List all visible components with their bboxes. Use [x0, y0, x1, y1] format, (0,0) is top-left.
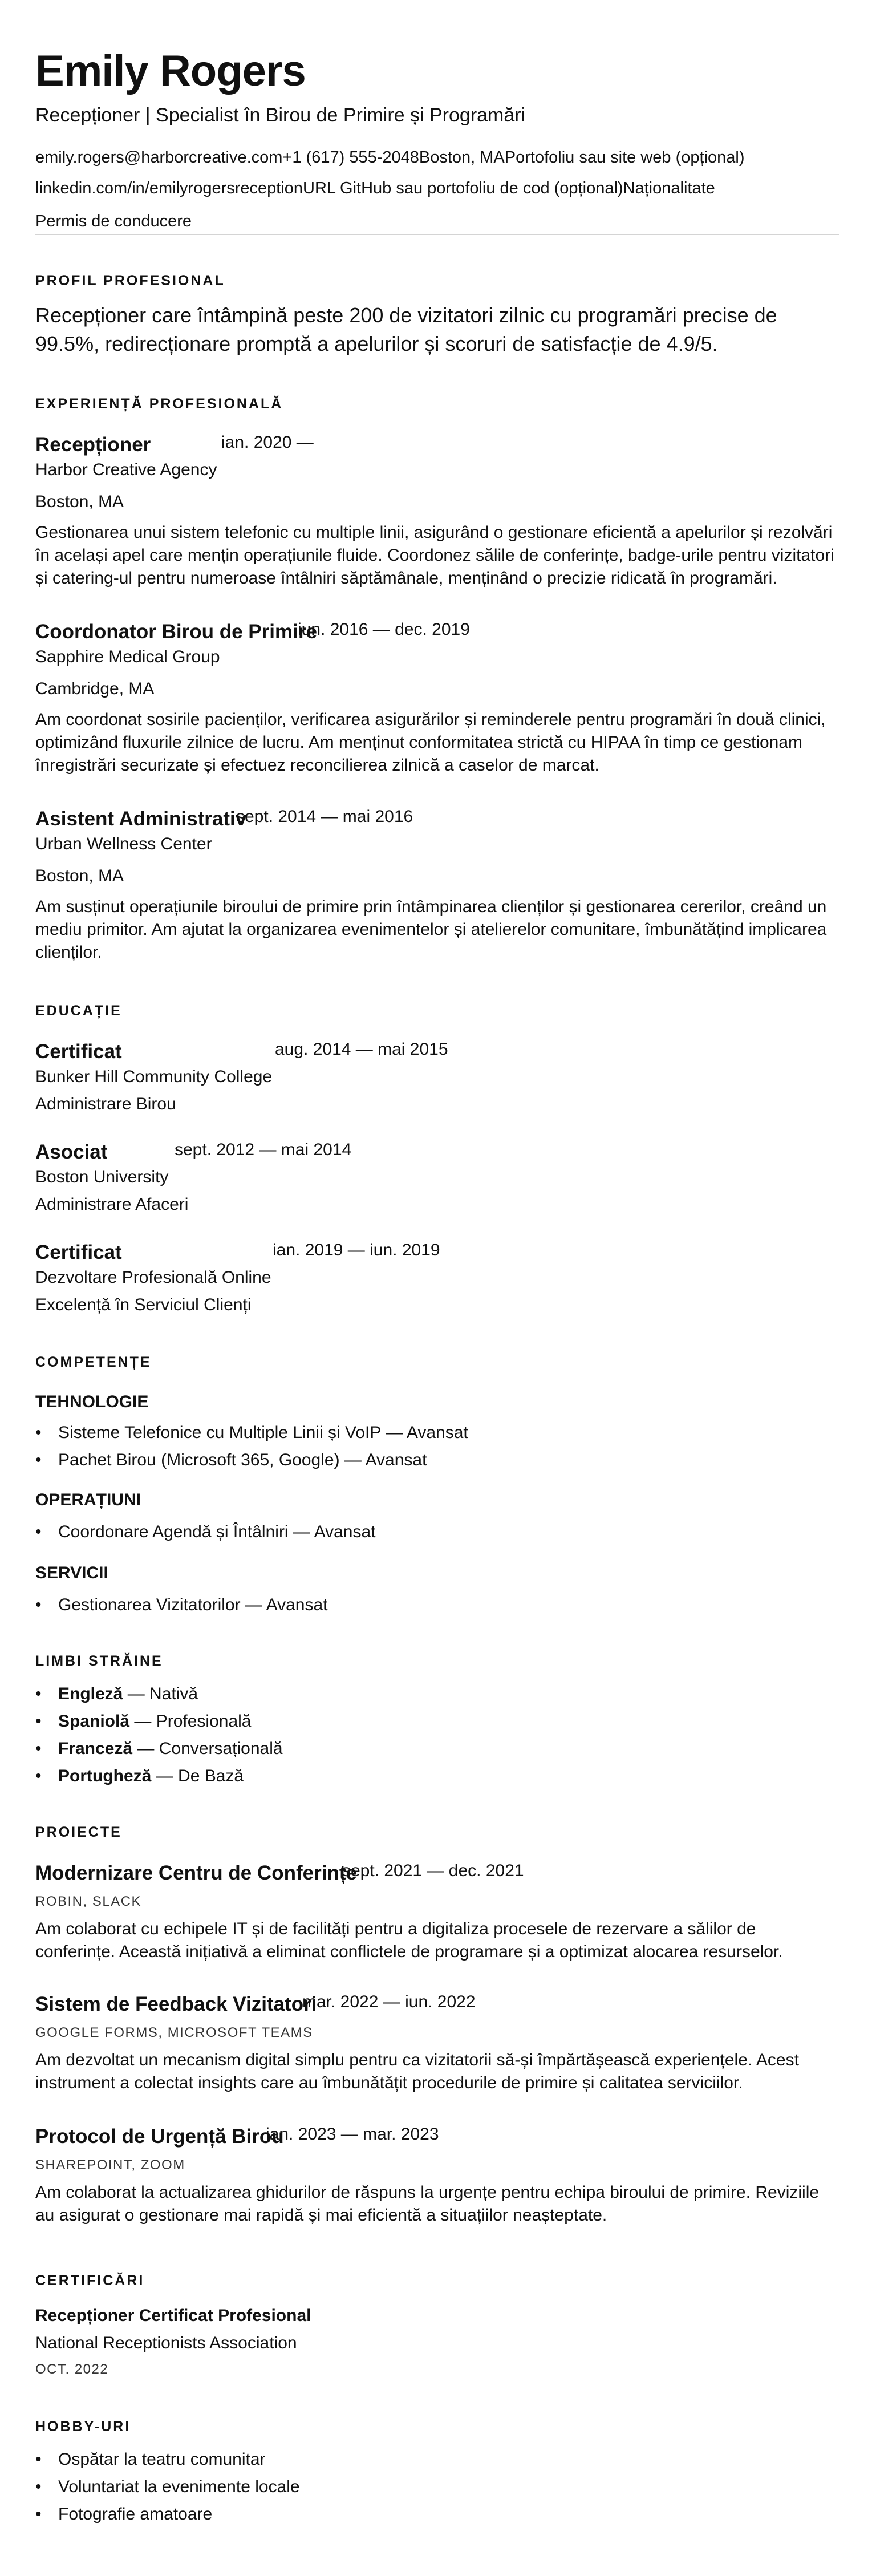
language-name: Engleză	[58, 1684, 123, 1703]
job-description: Am susținut operațiunile biroului de primire prin întâmpinarea clienților și gestionarea cererilor, creând un mediu primitor. Am ajutat la organizarea evenimentelor și atelierelor comunitare, îmbunătățind implicarea clienților.	[35, 897, 827, 962]
headline: Recepționer | Specialist în Birou de Primire și Programări	[35, 104, 526, 126]
language-level: — Nativă	[123, 1684, 198, 1703]
experience-heading: EXPERIENȚĂ PROFESIONALĂ	[35, 396, 283, 412]
skill-item: • Sisteme Telefonice cu Multiple Linii și VoIP — Avansat	[35, 1421, 468, 1444]
education-school: Bunker Hill Community College	[35, 1067, 273, 1086]
project-tools: GOOGLE FORMS, MICROSOFT TEAMS	[35, 2025, 313, 2040]
skill-item: • Coordonare Agendă și Întâlniri — Avansat	[35, 1521, 375, 1544]
education-degree: Certificat	[35, 1241, 122, 1263]
project-title: Sistem de Feedback Vizitatori	[35, 1993, 317, 2015]
hobby-item: • Ospătar la teatru comunitar	[35, 2448, 266, 2471]
education-degree: Certificat	[35, 1040, 122, 1063]
project-description: Am colaborat cu echipele IT și de facilități pentru a digitaliza procesele de rezervare a sălilor de conferințe. Această inițiativă a eliminat conflictele de programare și a optimizat alocarea resurselor.	[35, 1919, 783, 1961]
education-school: Boston University	[35, 1168, 169, 1186]
language-level: — De Bază	[151, 1767, 244, 1785]
language-item	[35, 1765, 244, 1788]
job-location: Cambridge, MA	[35, 679, 155, 698]
job-description: Gestionarea unui sistem telefonic cu multiple linii, asigurând o gestionare eficientă a apelurilor și rezolvări în același apel care mențin operațiunile fluide. Coordonez sălile de conferințe, badge-urile pentru vizitatori și catering-ul pentru numeroase întâlniri săptămânale, menținând o precizie ridicată în programări.	[35, 523, 834, 588]
skill-item: • Pachet Birou (Microsoft 365, Google) — Avansat	[35, 1449, 427, 1472]
job-date: sept. 2014 — mai 2016	[236, 807, 413, 826]
language-name: Portugheză	[58, 1767, 152, 1785]
profile-heading: PROFIL PROFESIONAL	[35, 273, 225, 289]
education-date: ian. 2019 — iun. 2019	[273, 1241, 440, 1259]
project-tools: ROBIN, SLACK	[35, 1894, 142, 1909]
project-title: Protocol de Urgență Birou	[35, 2125, 284, 2148]
project-date: ian. 2023 — mar. 2023	[266, 2125, 439, 2144]
job-location: Boston, MA	[35, 492, 124, 511]
job-title: Coordonator Birou de Primire	[35, 621, 317, 643]
language-item	[35, 1737, 283, 1760]
job-company: Sapphire Medical Group	[35, 647, 220, 666]
contact-line-2: linkedin.com/in/emilyrogersreceptionURL GitHub sau portofoliu de cod (opțional)Naționalitate	[35, 179, 715, 197]
education-date: aug. 2014 — mai 2015	[275, 1040, 448, 1059]
skill-category: TEHNOLOGIE	[35, 1392, 149, 1411]
certification-date: OCT. 2022	[35, 2362, 109, 2377]
certification-title: Recepționer Certificat Profesional	[35, 2306, 311, 2325]
contact-line-3: Permis de conducere	[35, 212, 192, 230]
job-date: iun. 2016 — dec. 2019	[298, 620, 470, 639]
job-title: Asistent Administrativ	[35, 808, 247, 830]
hobby-item: • Voluntariat la evenimente locale	[35, 2476, 300, 2498]
certifications-heading: CERTIFICĂRI	[35, 2273, 145, 2289]
education-school: Dezvoltare Profesională Online	[35, 1268, 271, 1287]
project-description: Am dezvoltat un mecanism digital simplu pentru ca vizitatorii să-și împărtășească experiențele. Acest instrument a colectat insights care au îmbunătățit procedurile de primire și calitatea serviciilor.	[35, 2051, 799, 2092]
education-degree: Asociat	[35, 1141, 108, 1163]
project-date: sept. 2021 — dec. 2021	[342, 1861, 524, 1880]
job-title: Recepționer	[35, 434, 151, 456]
job-location: Boston, MA	[35, 866, 124, 885]
contact-line-1: emily.rogers@harborcreative.com+1 (617) 555-2048Boston, MAPortofoliu sau site web (opțional)	[35, 148, 745, 167]
language-item	[35, 1683, 198, 1706]
project-title: Modernizare Centru de Conferințe	[35, 1862, 357, 1884]
job-company: Harbor Creative Agency	[35, 460, 217, 479]
languages-heading: LIMBI STRĂINE	[35, 1653, 163, 1669]
skill-category: SERVICII	[35, 1564, 108, 1582]
language-level: — Profesională	[129, 1712, 252, 1731]
hobbies-heading: HOBBY-URI	[35, 2419, 131, 2435]
job-description: Am coordonat sosirile pacienților, verificarea asigurărilor și reminderele pentru programări în două clinici, optimizând fluxurile zilnice de lucru. Am menținut conformitatea strictă cu HIPAA în timp ce gestionam înregistrări securizate și efectuez reconcilierea zilnică a caselor de marcat.	[35, 710, 826, 775]
certification-issuer: National Receptionists Association	[35, 2334, 297, 2352]
education-date: sept. 2012 — mai 2014	[175, 1140, 352, 1159]
education-heading: EDUCAȚIE	[35, 1003, 122, 1019]
hobby-item: • Fotografie amatoare	[35, 2503, 212, 2526]
project-date: mar. 2022 — iun. 2022	[302, 1992, 476, 2011]
language-item	[35, 1710, 251, 1733]
education-field: Administrare Birou	[35, 1095, 176, 1113]
language-name: Franceză	[58, 1739, 133, 1758]
header-divider	[35, 234, 840, 235]
project-description: Am colaborat la actualizarea ghidurilor de răspuns la urgențe pentru echipa biroului de primire. Reviziile au asigurat o gestionare mai rapidă și mai eficientă a situațiilor neașteptate.	[35, 2183, 820, 2225]
skill-category: OPERAȚIUNI	[35, 1490, 141, 1509]
candidate-name: Emily Rogers	[35, 47, 306, 95]
skills-heading: COMPETENȚE	[35, 1354, 152, 1370]
education-field: Excelență în Serviciul Clienți	[35, 1295, 252, 1314]
projects-heading: PROIECTE	[35, 1824, 122, 1840]
job-company: Urban Wellness Center	[35, 835, 212, 853]
skill-item: • Gestionarea Vizitatorilor — Avansat	[35, 1594, 327, 1617]
education-field: Administrare Afaceri	[35, 1195, 189, 1214]
project-tools: SHAREPOINT, ZOOM	[35, 2157, 185, 2173]
job-date: ian. 2020 —	[221, 433, 314, 452]
language-name: Spaniolă	[58, 1712, 130, 1731]
language-level: — Conversațională	[132, 1739, 283, 1758]
profile-summary: Recepționer care întâmpină peste 200 de vizitatori zilnic cu programări precise de 99.5%, redirecționare promptă a apelurilor și scoruri de satisfacție de 4.9/5.	[35, 303, 777, 355]
